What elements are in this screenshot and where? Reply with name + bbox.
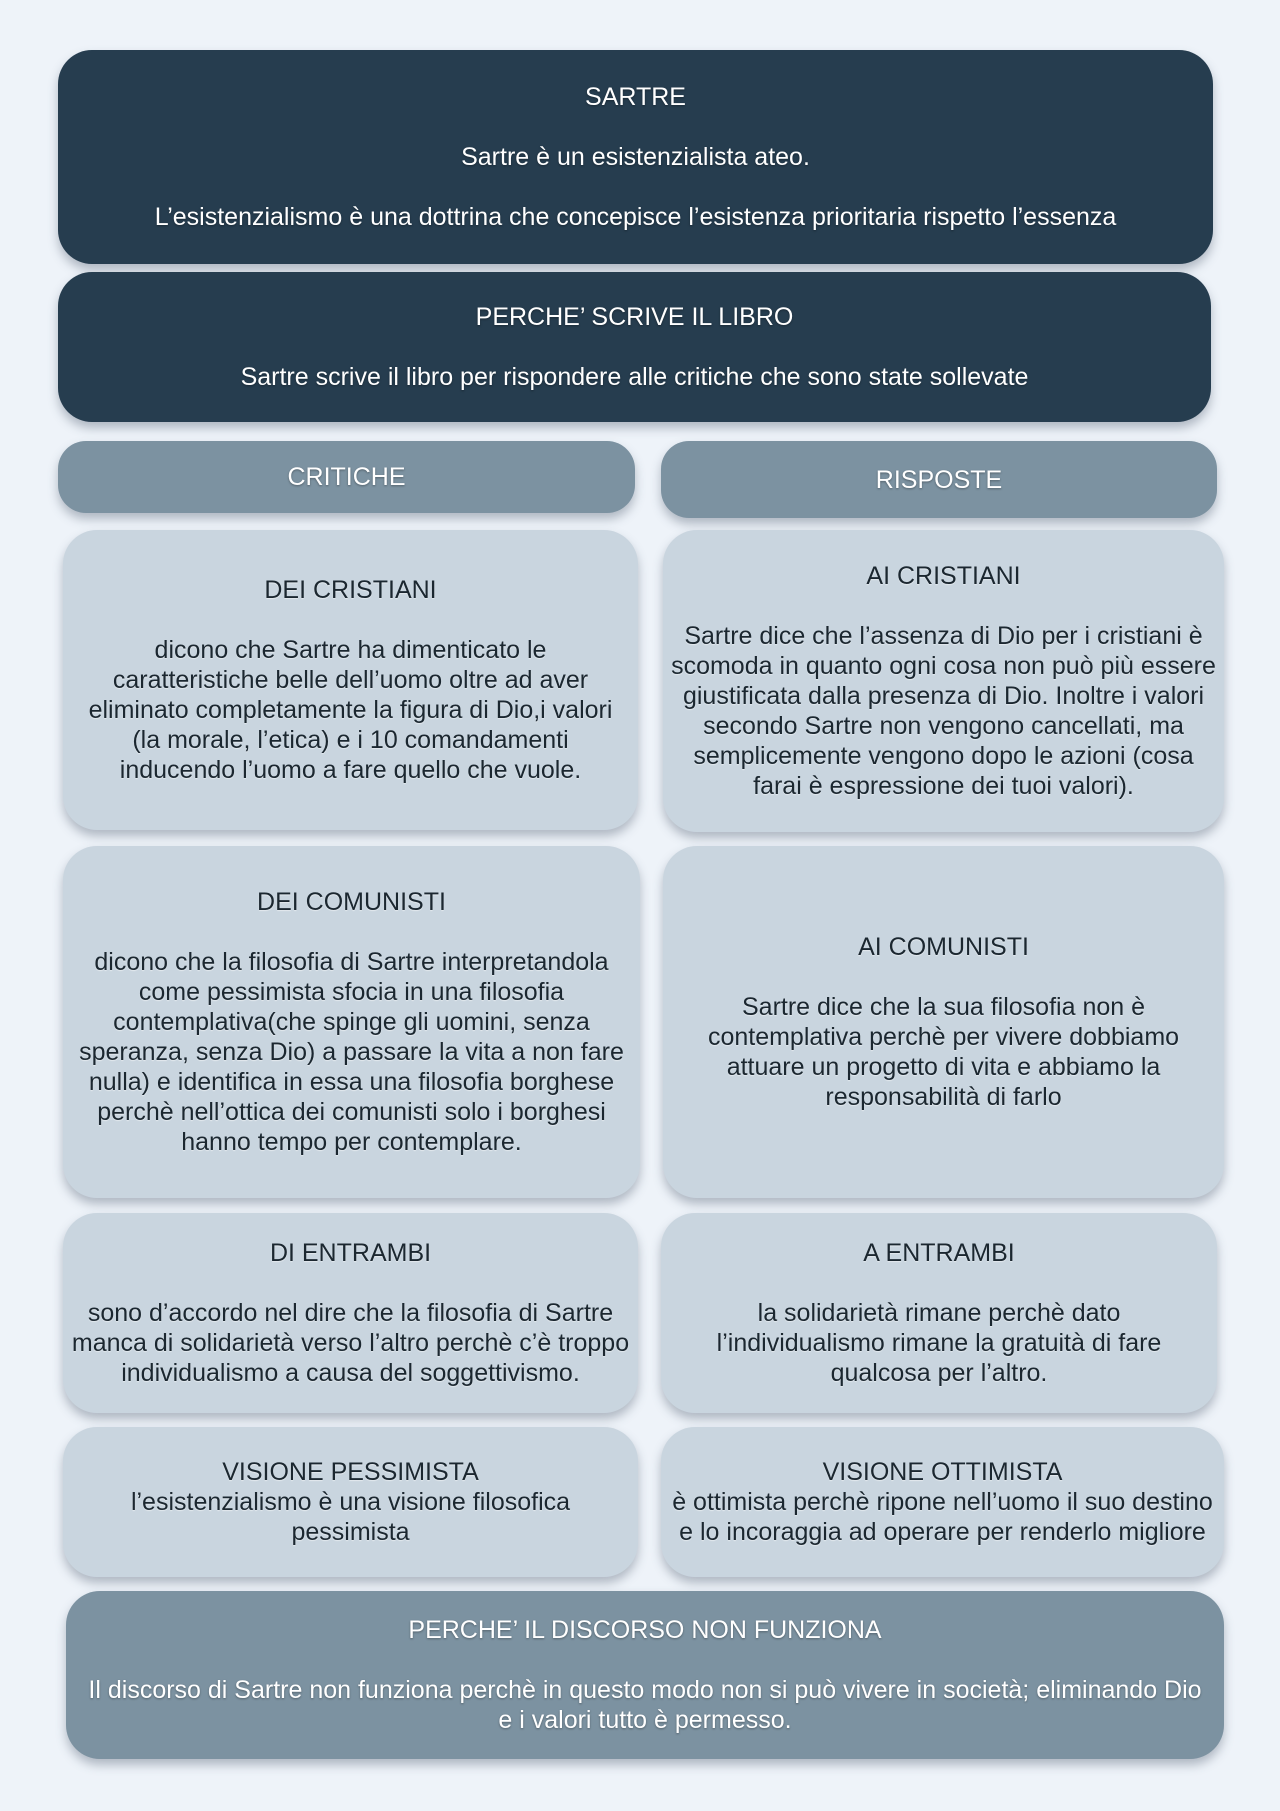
column-header-responses-label: RISPOSTE: [875, 465, 1003, 494]
critique-card-christians: [63, 530, 638, 830]
conclusion-title: PERCHE’ IL DISCORSO NON FUNZIONA: [408, 1616, 882, 1644]
conclusion-box: [66, 1591, 1224, 1759]
intro-title: SARTRE: [585, 83, 686, 111]
why-book-title: PERCHE’ SCRIVE IL LIBRO: [475, 303, 794, 331]
column-header-critiques-label: CRITICHE: [287, 463, 406, 491]
response-card-christians: [663, 530, 1224, 832]
critique-card-communists: [63, 846, 640, 1198]
intro-box: [58, 50, 1213, 264]
critique-title: DEI COMUNISTI: [257, 888, 446, 916]
response-title: AI CRISTIANI: [866, 562, 1021, 590]
intro-line-1: Sartre è un esistenzialista ateo.: [461, 143, 810, 171]
response-title: A ENTRAMBI: [863, 1239, 1015, 1267]
critique-title: DI ENTRAMBI: [269, 1239, 432, 1267]
response-card-both: [661, 1213, 1217, 1413]
response-text: Sartre dice che l’assenza di Dio per i cristiani è scomoda in quanto ogni cosa non può più essere giustificata dalla presenza di Dio. Inoltre i valori secondo Sartre non vengono cancellati, ma semplicemente vengono dopo le azioni (cosa farai è espressione dei tuoi valori).: [671, 622, 1216, 800]
conclusion-text: Il discorso di Sartre non funziona perchè in questo modo non si può vivere in società; eliminando Dio e i valori tutto è permesso.: [88, 1676, 1202, 1734]
intro-line-2: L’esistenzialismo è una dottrina che concepisce l’esistenza prioritaria rispetto l’essenza: [154, 203, 1117, 231]
response-text: Sartre dice che la sua filosofia non è contemplativa perchè per vivere dobbiamo attuare un progetto di vita e abbiamo la responsabilità di farlo: [707, 993, 1180, 1111]
response-card-communists: [663, 846, 1224, 1198]
column-header-critiques: [58, 441, 635, 513]
response-text: la solidarietà rimane perchè dato l’individualismo rimane la gratuità di fare qualcosa per l’altro.: [716, 1299, 1162, 1387]
response-text: è ottimista perchè ripone nell’uomo il suo destino e lo incoraggia ad operare per renderlo migliore: [672, 1488, 1213, 1546]
why-book-text: Sartre scrive il libro per rispondere alle critiche che sono state sollevate: [240, 363, 1029, 391]
critique-text: dicono che la filosofia di Sartre interpretandola come pessimista sfocia in una filosofia contemplativa(che spinge gli uomini, senza speranza, senza Dio) a passare la vita a non fare nulla) e identifica in essa una filosofia borghese perchè nell’ottica dei comunisti solo i borghesi hanno tempo per contemplare.: [79, 948, 624, 1156]
critique-title: DEI CRISTIANI: [264, 576, 437, 604]
response-card-optimist: [661, 1427, 1224, 1577]
why-book-box: [58, 272, 1211, 422]
response-title: VISIONE OTTIMISTA: [822, 1458, 1063, 1486]
column-header-responses: [661, 441, 1217, 518]
critique-title: VISIONE PESSIMISTA: [222, 1458, 479, 1486]
response-title: AI COMUNISTI: [858, 933, 1029, 961]
critique-card-both: [63, 1213, 638, 1413]
critique-text: sono d’accordo nel dire che la filosofia di Sartre manca di solidarietà verso l’altro perchè c’è troppo individualismo a causa del soggettivismo.: [71, 1299, 630, 1387]
critique-text: l’esistenzialismo è una visione filosofica pessimista: [130, 1488, 571, 1546]
critique-card-pessimist: [63, 1427, 638, 1577]
critique-text: dicono che Sartre ha dimenticato le caratteristiche belle dell’uomo oltre ad aver eliminato completamente la figura di Dio,i valori (la morale, l’etica) e i 10 comandamenti inducendo l’uomo a fare quello che vuole.: [88, 636, 613, 784]
